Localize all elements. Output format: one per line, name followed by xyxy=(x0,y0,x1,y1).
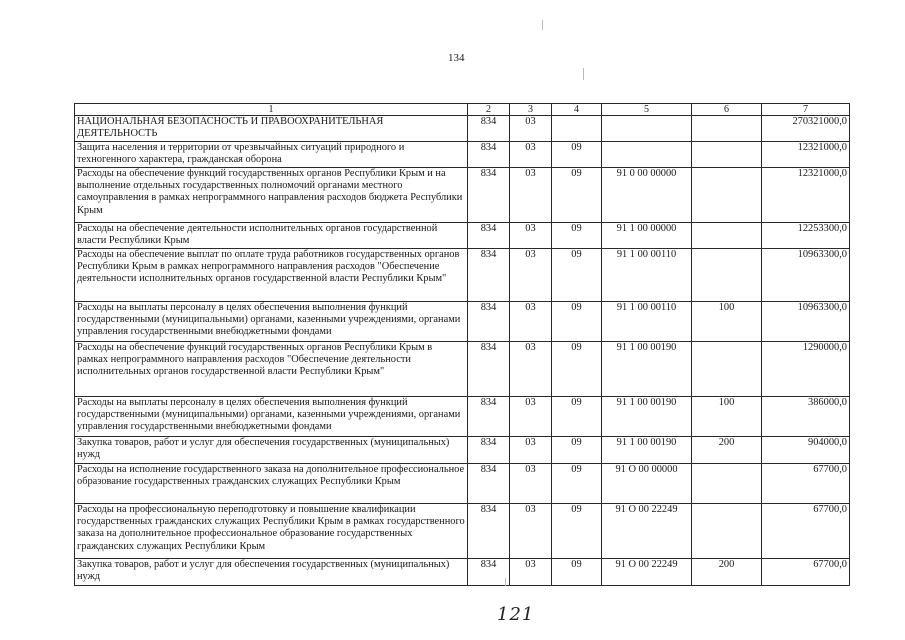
column-header: 7 xyxy=(762,104,850,116)
amount: 67700,0 xyxy=(762,464,850,504)
table-row xyxy=(75,437,850,464)
expense-name: Расходы на обеспечение выплат по оплате труда работников государственных органов Республики Крым в рамках непрограммного направления расходов "Обеспечение деятельности исполнительных органов государственной власти Республики Крым" xyxy=(75,249,468,302)
section-code: 03 xyxy=(510,223,552,249)
ministry-code: 834 xyxy=(468,223,510,249)
subsection-code: 09 xyxy=(552,342,602,397)
expense-type xyxy=(692,168,762,223)
section-code: 03 xyxy=(510,464,552,504)
section-code: 03 xyxy=(510,437,552,464)
ministry-code: 834 xyxy=(468,559,510,586)
section-code: 03 xyxy=(510,249,552,302)
ministry-code: 834 xyxy=(468,249,510,302)
ministry-code: 834 xyxy=(468,342,510,397)
amount: 12253300,0 xyxy=(762,223,850,249)
target-article: 91 1 00 00190 xyxy=(602,397,692,437)
target-article: 91 О 00 22249 xyxy=(602,559,692,586)
expense-type xyxy=(692,142,762,168)
amount: 270321000,0 xyxy=(762,116,850,142)
expense-type: 200 xyxy=(692,437,762,464)
target-article: 91 1 00 00190 xyxy=(602,437,692,464)
expense-name: Закупка товаров, работ и услуг для обеспечения государственных (муниципальных) нужд xyxy=(75,559,468,586)
target-article: 91 0 00 00000 xyxy=(602,168,692,223)
table-header-row xyxy=(75,104,850,116)
column-header: 2 xyxy=(468,104,510,116)
scan-artifact xyxy=(542,20,543,30)
target-article: 91 1 00 00110 xyxy=(602,302,692,342)
amount: 386000,0 xyxy=(762,397,850,437)
amount: 1290000,0 xyxy=(762,342,850,397)
column-header: 1 xyxy=(75,104,468,116)
target-article xyxy=(602,116,692,142)
table-row xyxy=(75,302,850,342)
table-row xyxy=(75,559,850,586)
expense-type xyxy=(692,342,762,397)
expense-type xyxy=(692,504,762,559)
table-row xyxy=(75,116,850,142)
target-article xyxy=(602,142,692,168)
expense-type xyxy=(692,249,762,302)
subsection-code: 09 xyxy=(552,464,602,504)
expense-type xyxy=(692,116,762,142)
subsection-code: 09 xyxy=(552,142,602,168)
amount: 67700,0 xyxy=(762,504,850,559)
section-code: 03 xyxy=(510,168,552,223)
target-article: 91 1 00 00190 xyxy=(602,342,692,397)
expense-type: 100 xyxy=(692,397,762,437)
column-header: 6 xyxy=(692,104,762,116)
amount: 67700,0 xyxy=(762,559,850,586)
section-code: 03 xyxy=(510,302,552,342)
expense-name: Расходы на обеспечение деятельности исполнительных органов государственной власти Республики Крым xyxy=(75,223,468,249)
subsection-code: 09 xyxy=(552,223,602,249)
table-row xyxy=(75,397,850,437)
scan-artifact xyxy=(583,68,584,80)
expense-name: Закупка товаров, работ и услуг для обеспечения государственных (муниципальных) нужд xyxy=(75,437,468,464)
target-article: 91 1 00 00000 xyxy=(602,223,692,249)
ministry-code: 834 xyxy=(468,168,510,223)
amount: 10963300,0 xyxy=(762,249,850,302)
ministry-code: 834 xyxy=(468,504,510,559)
table-row xyxy=(75,249,850,302)
expense-name: Расходы на обеспечение функций государственных органов Республики Крым и на выполнение отдельных государственных полномочий органами местного самоуправления в рамках непрограммного направления расходов бюджета Республики Крым xyxy=(75,168,468,223)
expense-name: Расходы на обеспечение функций государственных органов Республики Крым в рамках непрограммного направления расходов "Обеспечение деятельности исполнительных органов государственной власти Республики Крым" xyxy=(75,342,468,397)
table-row xyxy=(75,223,850,249)
amount: 904000,0 xyxy=(762,437,850,464)
subsection-code: 09 xyxy=(552,559,602,586)
ministry-code: 834 xyxy=(468,142,510,168)
target-article: 91 1 00 00110 xyxy=(602,249,692,302)
table-row xyxy=(75,464,850,504)
page-number: 134 xyxy=(448,52,465,64)
expense-name: Защита населения и территории от чрезвычайных ситуаций природного и техногенного характера, гражданская оборона xyxy=(75,142,468,168)
section-code: 03 xyxy=(510,116,552,142)
subsection-code xyxy=(552,116,602,142)
target-article: 91 О 00 22249 xyxy=(602,504,692,559)
column-header: 3 xyxy=(510,104,552,116)
expense-name: Расходы на исполнение государственного заказа на дополнительное профессиональное образование государственных гражданских служащих Республики Крым xyxy=(75,464,468,504)
expense-name: Расходы на профессиональную переподготовку и повышение квалификации государственных гражданских служащих Республики Крым в рамках государственного заказа на дополнительное профессиональное образование государственных гражданских служащих Республики Крым xyxy=(75,504,468,559)
section-code: 03 xyxy=(510,559,552,586)
table-row xyxy=(75,142,850,168)
table-row xyxy=(75,168,850,223)
expense-name: НАЦИОНАЛЬНАЯ БЕЗОПАСНОСТЬ И ПРАВООХРАНИТЕЛЬНАЯ ДЕЯТЕЛЬНОСТЬ xyxy=(75,116,468,142)
column-header: 5 xyxy=(602,104,692,116)
section-code: 03 xyxy=(510,142,552,168)
column-header: 4 xyxy=(552,104,602,116)
expense-type: 200 xyxy=(692,559,762,586)
scan-artifact xyxy=(505,578,506,586)
ministry-code: 834 xyxy=(468,116,510,142)
subsection-code: 09 xyxy=(552,504,602,559)
subsection-code: 09 xyxy=(552,397,602,437)
expense-type xyxy=(692,223,762,249)
handwritten-page-note: 121 xyxy=(497,604,535,625)
section-code: 03 xyxy=(510,342,552,397)
section-code: 03 xyxy=(510,397,552,437)
expense-type xyxy=(692,464,762,504)
subsection-code: 09 xyxy=(552,437,602,464)
ministry-code: 834 xyxy=(468,302,510,342)
ministry-code: 834 xyxy=(468,437,510,464)
amount: 12321000,0 xyxy=(762,168,850,223)
expense-name: Расходы на выплаты персоналу в целях обеспечения выполнения функций государственными (муниципальными) органами, казенными учреждениями, органами управления государственными внебюджетными фондами xyxy=(75,397,468,437)
table-row xyxy=(75,342,850,397)
amount: 10963300,0 xyxy=(762,302,850,342)
subsection-code: 09 xyxy=(552,249,602,302)
section-code: 03 xyxy=(510,504,552,559)
ministry-code: 834 xyxy=(468,397,510,437)
budget-table xyxy=(74,103,850,586)
amount: 12321000,0 xyxy=(762,142,850,168)
subsection-code: 09 xyxy=(552,168,602,223)
expense-type: 100 xyxy=(692,302,762,342)
subsection-code: 09 xyxy=(552,302,602,342)
expense-name: Расходы на выплаты персоналу в целях обеспечения выполнения функций государственными (муниципальными) органами, казенными учреждениями, органами управления государственными внебюджетными фондами xyxy=(75,302,468,342)
target-article: 91 О 00 00000 xyxy=(602,464,692,504)
table-row xyxy=(75,504,850,559)
ministry-code: 834 xyxy=(468,464,510,504)
